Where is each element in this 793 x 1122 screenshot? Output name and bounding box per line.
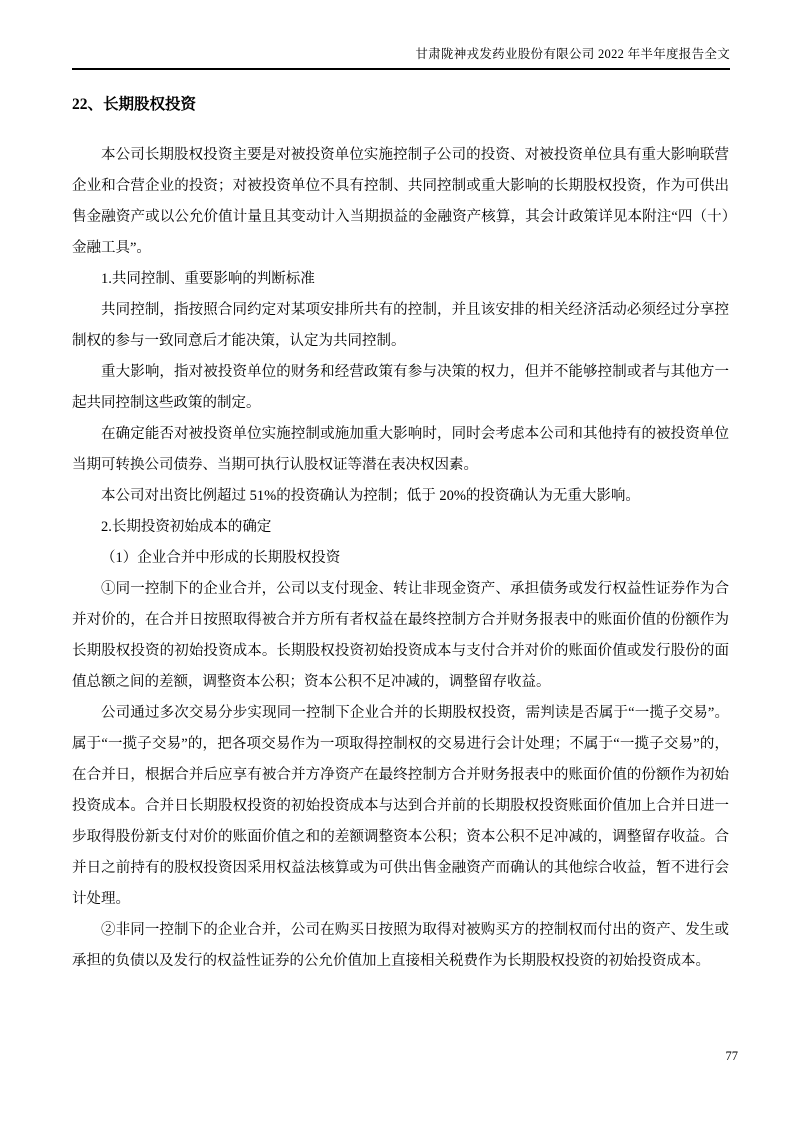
document-body bbox=[72, 140, 729, 977]
body-paragraph-non-same-control-merger: ②非同一控制下的企业合并，公司在购买日按照为取得对被购买方的控制权而付出的资产、发生或承担的负债以及发行的权益性证券的公允价值加上直接相关税费作为长期股权投资的初始投资成本。 bbox=[72, 922, 729, 969]
body-paragraph-step-acquisition: 公司通过多次交易分步实现同一控制下企业合并的长期股权投资，需判读是否属于“一揽子交易”。属于“一揽子交易”的，把各项交易作为一项取得控制权的交易进行会计处理；不属于“一揽子交易”的，在合并日，根据合并后应享有被合并方净资产在最终控制方合并财务报表中的账面价值的份额作为初始投资成本。合并日长期股权投资的初始投资成本与达到合并前的长期股权投资账面价值加上合并日进一步取得股份新支付对价的账面价值之和的差额调整资本公积；资本公积不足冲减的，调整留存收益。合并日之前持有的股权投资因采用权益法核算或为可供出售金融资产而确认的其他综合收益，暂不进行会计处理。 bbox=[72, 705, 729, 907]
body-paragraph-significant-influence: 重大影响，指对被投资单位的财务和经营政策有参与决策的权力，但并不能够控制或者与其他方一起共同控制这些政策的制定。 bbox=[72, 364, 729, 411]
body-paragraph-ownership-thresholds: 本公司对出资比例超过 51%的投资确认为控制；低于 20%的投资确认为无重大影响。 bbox=[101, 488, 640, 504]
body-heading-judgment-criteria: 1.共同控制、重要影响的判断标准 bbox=[101, 271, 315, 287]
page-header bbox=[72, 0, 730, 70]
body-paragraph-overview: 本公司长期股权投资主要是对被投资单位实施控制子公司的投资、对被投资单位具有重大影响联营企业和合营企业的投资；对被投资单位不具有控制、共同控制或重大影响的长期股权投资，作为可供出售金融资产或以公允价值计量且其变动计入当期损益的金融资产核算，其会计政策详见本附注“四（十）金融工具”。 bbox=[72, 147, 729, 256]
body-heading-initial-cost: 2.长期投资初始成本的确定 bbox=[101, 519, 272, 535]
body-paragraph-joint-control: 共同控制，指按照合同约定对某项安排所共有的控制，并且该安排的相关经济活动必须经过分享控制权的参与一致同意后才能决策，认定为共同控制。 bbox=[72, 302, 729, 349]
page-number: 77 bbox=[725, 1049, 738, 1063]
section-title: 22、长期股权投资 bbox=[72, 96, 197, 113]
body-heading-business-combination: （1）企业合并中形成的长期股权投资 bbox=[101, 550, 341, 566]
running-header-text: 甘肃陇神戎发药业股份有限公司 2022 年半年度报告全文 bbox=[415, 47, 730, 61]
body-paragraph-potential-voting-rights: 在确定能否对被投资单位实施控制或施加重大影响时，同时会考虑本公司和其他持有的被投资单位当期可转换公司债券、当期可执行认股权证等潜在表决权因素。 bbox=[72, 426, 729, 473]
body-paragraph-same-control-merger: ①同一控制下的企业合并，公司以支付现金、转让非现金资产、承担债务或发行权益性证券作为合并对价的，在合并日按照取得被合并方所有者权益在最终控制方合并财务报表中的账面价值的份额作为长期股权投资的初始投资成本。长期股权投资初始投资成本与支付合并对价的账面价值或发行股份的面值总额之间的差额，调整资本公积；资本公积不足冲减的，调整留存收益。 bbox=[72, 581, 729, 690]
